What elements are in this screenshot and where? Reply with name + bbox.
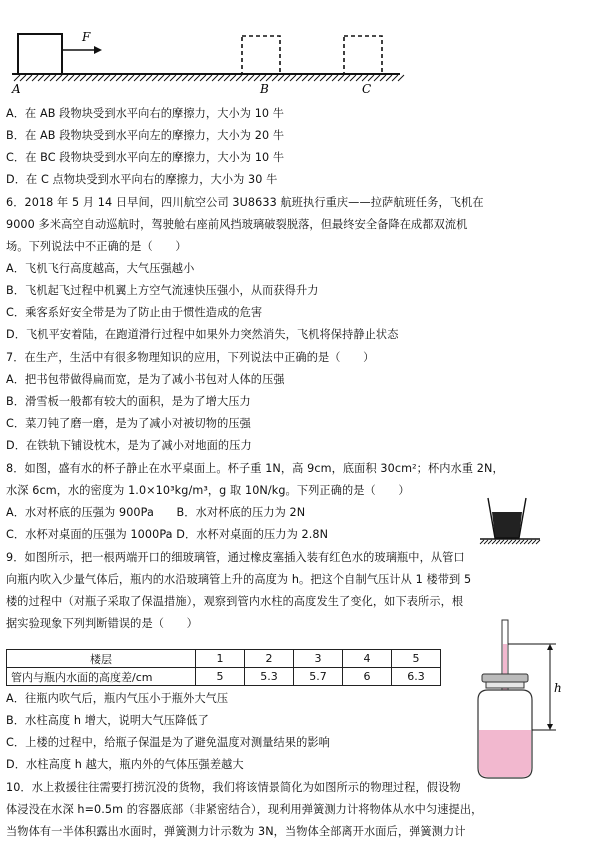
table-hatch (504, 540, 508, 544)
ground-hatch (368, 75, 374, 81)
force-label: F (82, 30, 91, 44)
table-row (7, 668, 441, 686)
q9-option-a: A．往瓶内吹气后，瓶内气压小于瓶外大气压 (6, 692, 229, 705)
q9-stem-line-3: 楼的过程中（对瓶子采取了保温措施），观察到管内水柱的高度发生了变化，如下表所示，根 (6, 595, 464, 608)
ground-hatch (224, 75, 230, 81)
point-c-label: C (362, 82, 372, 96)
q7-stem: 7．在生产，生活中有很多物理知识的应用，下列说法中正确的是（ ） (6, 351, 375, 364)
ground-hatch (116, 75, 122, 81)
point-b-label: B (260, 82, 269, 96)
table-hatch (480, 540, 484, 544)
table-hatch (528, 540, 532, 544)
ground-hatch (146, 75, 152, 81)
ground-hatch (20, 75, 26, 81)
h-label: h (554, 681, 562, 695)
table-cell: 3 (294, 650, 343, 668)
q5-option-a: A．在 AB 段物块受到水平向右的摩擦力，大小为 10 牛 (6, 107, 285, 120)
ground-hatch (38, 75, 44, 81)
q10-stem-line-2: 体浸没在水深 h=0.5m 的容器底部（非紧密结合），现利用弹簧测力计将物体从水中匀速提出， (6, 803, 483, 816)
ground-hatch (128, 75, 134, 81)
ground-hatch (308, 75, 314, 81)
ground-hatch (44, 75, 50, 81)
ground-hatch (386, 75, 392, 81)
q9-option-b: B．水柱高度 h 增大，说明大气压降低了 (6, 714, 209, 727)
ground-hatch (110, 75, 116, 81)
q6-option-b: B．飞机起飞过程中机翼上方空气流速快压强小，从而获得升力 (6, 284, 319, 297)
rubber-stopper (482, 674, 528, 682)
bottle-neck (486, 682, 524, 688)
table-cell: 5.7 (294, 668, 343, 686)
q8-stem-line-1: 8．如图，盛有水的杯子静止在水平桌面上。杯子重 1N，高 9cm，底面积 30cm²；杯内水重 2N， (6, 462, 504, 475)
table-hatch (536, 540, 540, 544)
table-hatch (484, 540, 488, 544)
ground-hatch (314, 75, 320, 81)
table-hatch (496, 540, 500, 544)
table-cell: 6 (343, 668, 392, 686)
q7-option-c: C．菜刀钝了磨一磨，是为了减小对被切物的压强 (6, 417, 251, 430)
ground-hatch (122, 75, 128, 81)
ground-hatch (50, 75, 56, 81)
q9-stem-line-2: 向瓶内吹入少量气体后，瓶内的水沿玻璃管上升的高度为 h。把这个自制气压计从 1 楼带到 5 (6, 573, 472, 586)
table-row (7, 650, 441, 668)
table-hatch (508, 540, 512, 544)
ground-hatch (140, 75, 146, 81)
ground-hatch (296, 75, 302, 81)
ground-hatch (206, 75, 212, 81)
q8-options-row-1: A．水对杯底的压强为 900Pa B．水对杯底的压力为 2N (6, 506, 306, 519)
ground-hatch (80, 75, 86, 81)
table-cell: 5 (196, 668, 245, 686)
ground-hatch (374, 75, 380, 81)
ground-hatch (182, 75, 188, 81)
ground-hatch (176, 75, 182, 81)
block-at-a (18, 34, 62, 74)
ground-hatch (344, 75, 350, 81)
ground-hatch (32, 75, 38, 81)
q7-option-d: D．在铁轨下铺设枕木，是为了减小对地面的压力 (6, 439, 252, 452)
table-header-floor: 楼层 (7, 650, 196, 668)
q7-option-b: B．滑雪板一般都有较大的面积，是为了增大压力 (6, 395, 251, 408)
ground-hatch (260, 75, 266, 81)
ground-hatch (254, 75, 260, 81)
q9-option-d: D．水柱高度 h 越大，瓶内外的气体压强差越大 (6, 758, 244, 771)
table-hatch (500, 540, 504, 544)
ground-hatch (242, 75, 248, 81)
ground-hatch (164, 75, 170, 81)
ground-hatch (272, 75, 278, 81)
ground-hatch (74, 75, 80, 81)
q5-option-c: C．在 BC 段物块受到水平向左的摩擦力，大小为 10 牛 (6, 151, 285, 164)
barometer-bottle-figure (470, 618, 570, 784)
ground-hatch (194, 75, 200, 81)
ground-hatch (398, 75, 404, 81)
table-hatch (488, 540, 492, 544)
ground-hatch (338, 75, 344, 81)
ground-hatch (350, 75, 356, 81)
ground-hatch (290, 75, 296, 81)
table-cell: 4 (343, 650, 392, 668)
q7-option-a: A．把书包带做得扁而宽，是为了减小书包对人体的压强 (6, 373, 285, 386)
ground-hatch (284, 75, 290, 81)
table-cell: 1 (196, 650, 245, 668)
ground-hatch (266, 75, 272, 81)
table-hatch (520, 540, 524, 544)
table-cell: 5 (392, 650, 441, 668)
table-cell: 6.3 (392, 668, 441, 686)
table-header-height: 管内与瓶内水面的高度差/cm (7, 668, 196, 686)
q6-option-d: D．飞机平安着陆，在跑道滑行过程中如果外力突然消失，飞机将保持静止状态 (6, 328, 399, 341)
table-hatch (532, 540, 536, 544)
ground-hatch (86, 75, 92, 81)
q10-stem-line-3: 当物体有一半体积露出水面时，弹簧测力计示数为 3N，当物体全部离开水面后，弹簧测力计 (6, 825, 466, 838)
point-a-label: A (12, 82, 21, 96)
water-in-cup (492, 512, 522, 538)
q10-stem-line-1: 10．水上救援往往需要打捞沉没的货物，我们将该情景简化为如图所示的物理过程，假设物 (6, 781, 461, 794)
ground-hatch (302, 75, 308, 81)
table-hatch (516, 540, 520, 544)
ground-hatch (380, 75, 386, 81)
table-cell: 2 (245, 650, 294, 668)
ground-hatch (212, 75, 218, 81)
ground-hatch (326, 75, 332, 81)
ground-hatch (134, 75, 140, 81)
ground-hatch (56, 75, 62, 81)
ground-hatch (200, 75, 206, 81)
ground-hatch (98, 75, 104, 81)
ground-hatch (248, 75, 254, 81)
ground-hatch (278, 75, 284, 81)
ground-hatch (14, 75, 20, 81)
ground-hatch (230, 75, 236, 81)
q6-option-a: A．飞机飞行高度越高，大气压强越小 (6, 262, 195, 275)
table-hatch (524, 540, 528, 544)
dashed-block-b (242, 36, 280, 74)
ground-hatch (320, 75, 326, 81)
q9-stem-line-4: 据实验现象下列判断错误的是（ ） (6, 617, 198, 630)
table-hatch (512, 540, 516, 544)
friction-figure (8, 20, 408, 98)
q9-option-c: C．上楼的过程中，给瓶子保温是为了避免温度对测量结果的影响 (6, 736, 330, 749)
dashed-block-c (344, 36, 382, 74)
ground-hatch (218, 75, 224, 81)
ground-hatch (236, 75, 242, 81)
ground-hatch (170, 75, 176, 81)
ground-hatch (158, 75, 164, 81)
cup-figure (478, 494, 544, 554)
ground-hatch (68, 75, 74, 81)
q5-option-b: B．在 AB 段物块受到水平向左的摩擦力，大小为 20 牛 (6, 129, 285, 142)
table-hatch (492, 540, 496, 544)
ground-hatch (188, 75, 194, 81)
table-cell: 5.3 (245, 668, 294, 686)
q8-options-row-2: C．水杯对桌面的压强为 1000Pa D．水杯对桌面的压力为 2.8N (6, 528, 329, 541)
q5-option-d: D．在 C 点物块受到水平向右的摩擦力，大小为 30 牛 (6, 173, 278, 186)
ground-hatch (92, 75, 98, 81)
q6-option-c: C．乘客系好安全带是为了防止由于惯性造成的危害 (6, 306, 263, 319)
q6-stem-line-3: 场。下列说法中不正确的是（ ） (6, 240, 187, 253)
ground-hatch (362, 75, 368, 81)
ground-hatch (356, 75, 362, 81)
ground-hatch (392, 75, 398, 81)
ground-hatch (62, 75, 68, 81)
ground-hatch (152, 75, 158, 81)
q9-stem-line-1: 9．如图所示，把一根两端开口的细玻璃管，通过橡皮塞插入装有红色水的玻璃瓶中，从管口 (6, 551, 465, 564)
ground-hatch (332, 75, 338, 81)
q6-stem-line-1: 6．2018 年 5 月 14 日早间，四川航空公司 3U8633 航班执行重庆——拉萨航班任务，飞机在 (6, 196, 484, 209)
q6-stem-line-2: 9000 多米高空自动巡航时，驾驶舱右座前风挡玻璃破裂脱落，但最终安全备降在成都双流机 (6, 218, 468, 231)
q8-stem-line-2: 水深 6cm，水的密度为 1.0×10³kg/m³，g 取 10N/kg。下列正确的是（ ） (6, 484, 410, 497)
ground-hatch (26, 75, 32, 81)
altitude-table (6, 649, 441, 686)
ground-hatch (104, 75, 110, 81)
